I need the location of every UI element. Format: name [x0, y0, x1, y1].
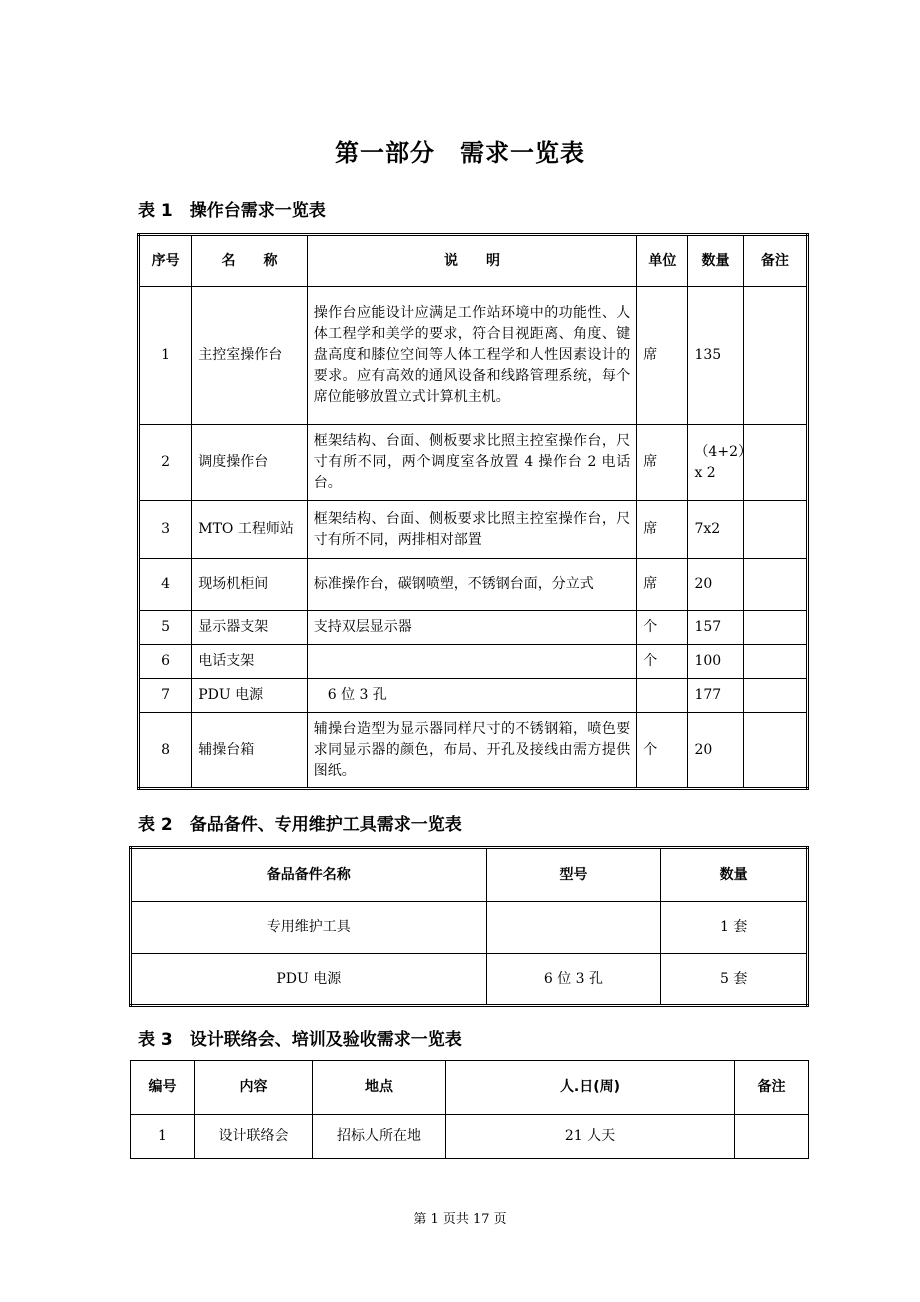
- item-name: MTO 工程师站: [192, 501, 308, 559]
- item-name: 电话支架: [192, 645, 308, 679]
- item-note: [743, 611, 807, 645]
- item-name: 主控室操作台: [192, 287, 308, 425]
- item-unit: 个: [637, 713, 688, 789]
- item-quantity: （4+2）x 2: [688, 425, 743, 501]
- table-spare-parts: [129, 846, 809, 1007]
- item-description: [307, 645, 636, 679]
- header-cell: 编号: [131, 1061, 195, 1115]
- table-header-row: [139, 235, 808, 287]
- header-cell: 备品备件名称: [131, 848, 487, 902]
- row-number: 8: [139, 713, 192, 789]
- row-number: 6: [139, 645, 192, 679]
- table-row: [139, 425, 808, 501]
- page-title: 第一部分 需求一览表: [335, 139, 585, 167]
- part-quantity: 5 套: [661, 954, 808, 1006]
- header-cell: 序号: [139, 235, 192, 287]
- table-row: [131, 902, 808, 954]
- header-cell: 内容: [195, 1061, 313, 1115]
- row-number: 1: [139, 287, 192, 425]
- item-note: [743, 559, 807, 611]
- item-note: [743, 501, 807, 559]
- table-header-row: [131, 1061, 809, 1115]
- header-cell: 数量: [661, 848, 808, 902]
- header-cell: 地点: [313, 1061, 446, 1115]
- item-description: 支持双层显示器: [307, 611, 636, 645]
- row-number: 3: [139, 501, 192, 559]
- table-workstations: [137, 233, 809, 790]
- table3-caption: 表 3 设计联络会、培训及验收需求一览表: [138, 1030, 462, 1050]
- row-number: 5: [139, 611, 192, 645]
- item-unit: 个: [637, 645, 688, 679]
- meeting-place: 招标人所在地: [313, 1115, 446, 1159]
- item-note: [743, 425, 807, 501]
- item-quantity: 20: [688, 559, 743, 611]
- header-cell: 备注: [743, 235, 807, 287]
- table-row: [131, 954, 808, 1006]
- meeting-days: 21 人天: [446, 1115, 735, 1159]
- header-cell: 备注: [735, 1061, 809, 1115]
- row-number: 4: [139, 559, 192, 611]
- item-unit: 个: [637, 611, 688, 645]
- part-model: 6 位 3 孔: [486, 954, 661, 1006]
- meeting-content: 设计联络会: [195, 1115, 313, 1159]
- table2-caption: 表 2 备品备件、专用维护工具需求一览表: [138, 815, 462, 835]
- item-unit: 席: [637, 287, 688, 425]
- item-name: PDU 电源: [192, 679, 308, 713]
- table-row: [139, 611, 808, 645]
- item-quantity: 20: [688, 713, 743, 789]
- item-name: 调度操作台: [192, 425, 308, 501]
- table-row: [139, 713, 808, 789]
- table-row: [131, 1115, 809, 1159]
- item-unit: 席: [637, 425, 688, 501]
- item-unit: 席: [637, 559, 688, 611]
- item-description: 辅操台造型为显示器同样尺寸的不锈钢箱，喷色要求同显示器的颜色，布局、开孔及接线由需方提供图纸。: [307, 713, 636, 789]
- table-row: [139, 501, 808, 559]
- item-name: 显示器支架: [192, 611, 308, 645]
- header-cell: 单位: [637, 235, 688, 287]
- header-cell: 数量: [688, 235, 743, 287]
- item-quantity: 135: [688, 287, 743, 425]
- item-name: 现场机柜间: [192, 559, 308, 611]
- header-cell: 人.日(周): [446, 1061, 735, 1115]
- item-quantity: 7x2: [688, 501, 743, 559]
- item-description: 标准操作台，碳钢喷塑，不锈钢台面，分立式: [307, 559, 636, 611]
- part-name: 专用维护工具: [131, 902, 487, 954]
- table1-caption: 表 1 操作台需求一览表: [138, 201, 326, 221]
- table-row: [139, 559, 808, 611]
- item-description: 框架结构、台面、侧板要求比照主控室操作台，尺寸有所不同，两个调度室各放置 4 操作台 2 电话台。: [307, 425, 636, 501]
- part-model: [486, 902, 661, 954]
- part-quantity: 1 套: [661, 902, 808, 954]
- item-unit: [637, 679, 688, 713]
- table-row: [139, 679, 808, 713]
- item-note: [743, 679, 807, 713]
- item-description: 6 位 3 孔: [307, 679, 636, 713]
- table-row: [139, 645, 808, 679]
- row-number: 7: [139, 679, 192, 713]
- part-name: PDU 电源: [131, 954, 487, 1006]
- item-quantity: 177: [688, 679, 743, 713]
- item-name: 辅操台箱: [192, 713, 308, 789]
- item-unit: 席: [637, 501, 688, 559]
- item-quantity: 157: [688, 611, 743, 645]
- item-note: [743, 645, 807, 679]
- item-description: 框架结构、台面、侧板要求比照主控室操作台，尺寸有所不同，两排相对部置: [307, 501, 636, 559]
- table-header-row: [131, 848, 808, 902]
- header-cell: 说 明: [307, 235, 636, 287]
- item-description: 操作台应能设计应满足工作站环境中的功能性、人体工程学和美学的要求，符合目视距离、角度、键盘高度和膝位空间等人体工程学和人性因素设计的要求。应有高效的通风设备和线路管理系统，每个席位能够放置立式计算机主机。: [307, 287, 636, 425]
- header-cell: 型号: [486, 848, 661, 902]
- table-row: [139, 287, 808, 425]
- header-cell: 名 称: [192, 235, 308, 287]
- page-footer: 第 1 页共 17 页: [413, 1212, 507, 1227]
- item-note: [743, 287, 807, 425]
- item-quantity: 100: [688, 645, 743, 679]
- row-number: 1: [131, 1115, 195, 1159]
- item-note: [743, 713, 807, 789]
- meeting-note: [735, 1115, 809, 1159]
- row-number: 2: [139, 425, 192, 501]
- table-meetings-training: [130, 1060, 809, 1159]
